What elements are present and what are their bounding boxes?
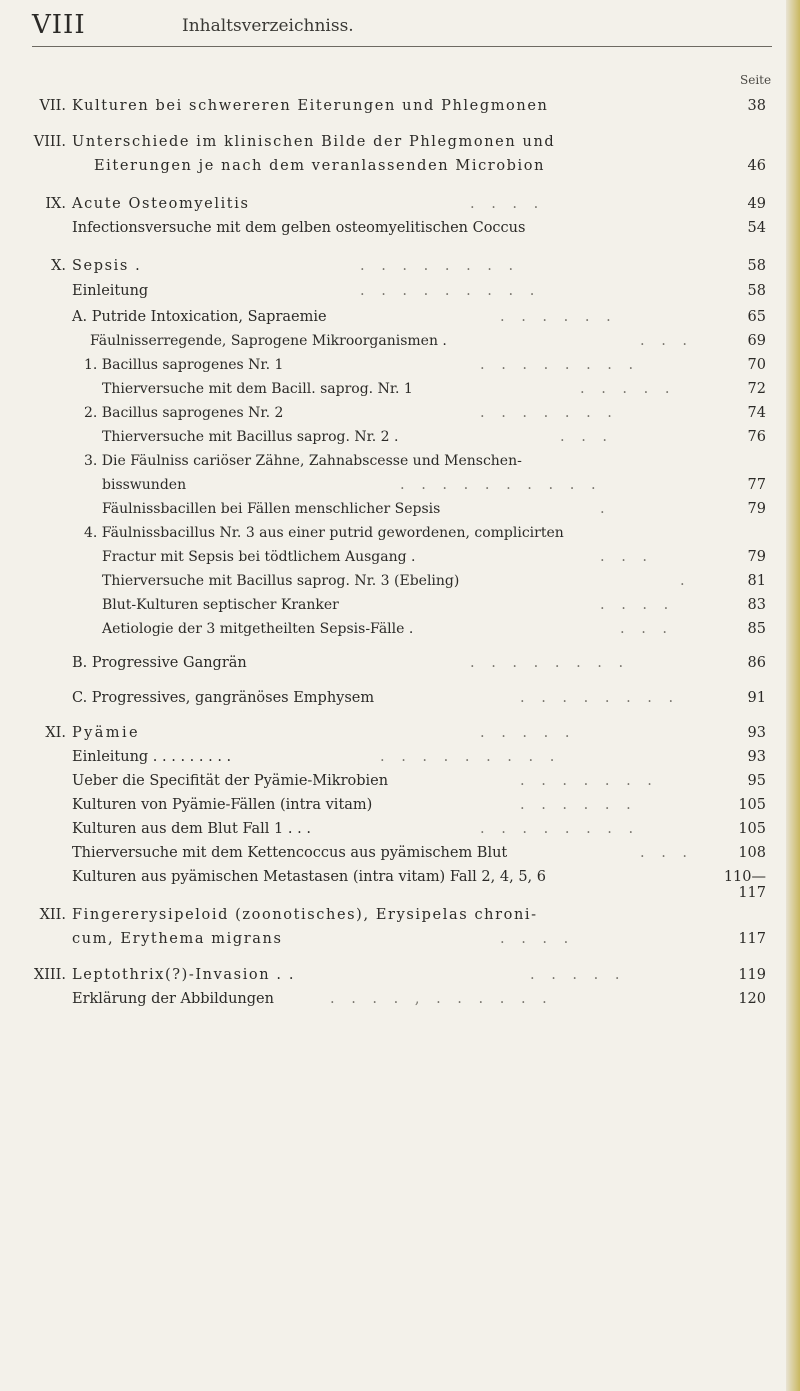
toc-entry	[0, 967, 800, 989]
toc-entry-text: Thierversuche mit Bacillus saprog. Nr. 3 (Ebeling)	[102, 573, 460, 589]
toc-entry	[0, 821, 800, 843]
leader-dots: . . . . . . . .	[480, 357, 640, 373]
toc-entry-page: 86	[747, 655, 766, 671]
toc-entry-page: 65	[747, 309, 766, 325]
toc-entry	[0, 991, 800, 1013]
page-header	[32, 10, 772, 50]
leader-dots: . . . . . .	[500, 309, 617, 325]
leader-dots: . . . . . . . . .	[380, 749, 561, 765]
toc-entry	[0, 333, 800, 355]
toc-entry-text: Ueber die Specifität der Pyämie-Mikrobien	[72, 773, 389, 789]
toc-entry-text: A. Putride Intoxication, Sapraemie	[72, 309, 327, 325]
toc-entry-text: Erklärung der Abbildungen	[72, 991, 274, 1007]
toc-entry	[0, 501, 800, 523]
toc-entry	[0, 429, 800, 451]
leader-dots: . . . . . . .	[520, 773, 658, 789]
leader-dots: . . .	[640, 845, 694, 861]
toc-entry-text: Kulturen aus dem Blut Fall 1 . . .	[72, 821, 311, 837]
toc-entry	[0, 621, 800, 643]
toc-entry-page: 54	[747, 220, 766, 236]
toc-entry-page: 119	[738, 967, 766, 983]
toc-entry-text: Einleitung	[72, 283, 149, 299]
leader-dots: .	[600, 501, 611, 517]
toc-entry-page: 79	[747, 501, 766, 517]
page-number: VIII	[32, 10, 86, 40]
toc-entry-text: Einleitung . . . . . . . . .	[72, 749, 232, 765]
toc-entry-page: 58	[747, 258, 766, 274]
toc-entry	[0, 931, 800, 953]
toc-entry-text: Unterschiede im klinischen Bilde der Phlegmonen und	[72, 134, 556, 150]
toc-entry-text: Fäulnissbacillen bei Fällen menschlicher Sepsis	[102, 501, 441, 517]
leader-dots: . . . . . . . . . .	[400, 477, 602, 493]
toc-entry-page: 108	[738, 845, 766, 861]
toc-entry	[0, 405, 800, 427]
toc-entry-text: Leptothrix(?)-Invasion . .	[72, 967, 296, 983]
toc-entry-number: VIII.	[33, 134, 66, 150]
running-title: Inhaltsverzeichniss.	[182, 16, 354, 36]
toc-entry	[0, 158, 800, 180]
leader-dots: . . .	[640, 333, 694, 349]
toc-entry-page: 79	[747, 549, 766, 565]
toc-entry-text: B. Progressive Gangrän	[72, 655, 247, 671]
toc-entry	[0, 525, 800, 547]
toc-entry	[0, 797, 800, 819]
toc-entry-page: 91	[747, 690, 766, 706]
toc-entry-text: Eiterungen je nach dem veranlassenden Microbion	[94, 158, 546, 174]
toc-entry	[0, 845, 800, 867]
toc-entry-page: 117	[738, 931, 766, 947]
leader-dots: . . .	[600, 549, 654, 565]
toc-entry	[0, 773, 800, 795]
toc-entry-page: 58	[747, 283, 766, 299]
toc-entry-page: 77	[747, 477, 766, 493]
leader-dots: . . . . . .	[520, 797, 637, 813]
toc-entry-text: Acute Osteomyelitis	[72, 196, 250, 212]
toc-entry	[0, 690, 800, 712]
leader-dots: . . . . , . . . . . .	[330, 991, 553, 1007]
leader-dots: . . . .	[500, 931, 575, 947]
toc-entry-page: 120	[738, 991, 766, 1007]
toc-entry	[0, 549, 800, 571]
leader-dots: . . . . . . .	[480, 405, 618, 421]
toc-entry	[0, 453, 800, 475]
toc-entry-page: 70	[747, 357, 766, 373]
toc-entry-page: 93	[747, 749, 766, 765]
toc-entry-number: VII.	[39, 98, 66, 114]
toc-entry	[0, 869, 800, 901]
toc-entry-text: C. Progressives, gangränöses Emphysem	[72, 690, 375, 706]
toc-entry-number: XI.	[45, 725, 66, 741]
leader-dots: . . . . .	[480, 725, 576, 741]
toc-entry-page: 93	[747, 725, 766, 741]
header-rule	[32, 46, 772, 47]
toc-entry	[0, 477, 800, 499]
toc-entry-text: Fingererysipeloid (zoonotisches), Erysipelas chroni-	[72, 907, 538, 923]
leader-dots: . . . . . . . .	[360, 258, 520, 274]
toc-entry-text: 3. Die Fäulniss cariöser Zähne, Zahnabscesse und Menschen-	[84, 453, 522, 469]
toc-entry-text: Aetiologie der 3 mitgetheilten Sepsis-Fälle .	[102, 621, 414, 637]
toc-entry-text: Kulturen aus pyämischen Metastasen (intra vitam) Fall 2, 4, 5, 6	[72, 869, 546, 885]
toc-entry-text: Fäulnisserregende, Saprogene Mikroorganismen .	[90, 333, 447, 349]
toc-entry	[0, 597, 800, 619]
leader-dots: .	[680, 573, 691, 589]
toc-entry-text: Fractur mit Sepsis bei tödtlichem Ausgang .	[102, 549, 416, 565]
toc-entry-page: 85	[747, 621, 766, 637]
toc-entry-text: cum, Erythema migrans	[72, 931, 283, 947]
toc-entry-page: 105	[738, 821, 766, 837]
toc-entry	[0, 309, 800, 331]
toc-entry-text: 1. Bacillus saprogenes Nr. 1	[84, 357, 284, 373]
toc-entry	[0, 907, 800, 929]
toc-entry-page: 72	[747, 381, 766, 397]
toc-entry	[0, 573, 800, 595]
toc-entry-page: 83	[747, 597, 766, 613]
toc-entry-page: 69	[747, 333, 766, 349]
toc-entry-text: Thierversuche mit Bacillus saprog. Nr. 2 .	[102, 429, 399, 445]
toc-entry	[0, 381, 800, 403]
leader-dots: . . . .	[470, 196, 545, 212]
toc-entry-text: Pyämie	[72, 725, 140, 741]
leader-dots: . . . . .	[530, 967, 626, 983]
toc-entry-page: 105	[738, 797, 766, 813]
toc-entry-text: Thierversuche mit dem Bacill. saprog. Nr. 1	[102, 381, 413, 397]
leader-dots: . . . . . . . . .	[360, 283, 541, 299]
toc-entry	[0, 220, 800, 242]
toc-entry-page: 76	[747, 429, 766, 445]
toc-entry	[0, 283, 800, 305]
toc-entry	[0, 725, 800, 747]
toc-entry-text: Thierversuche mit dem Kettencoccus aus pyämischem Blut	[72, 845, 508, 861]
toc-entry	[0, 749, 800, 771]
toc-entry	[0, 98, 800, 120]
leader-dots: . . . . .	[580, 381, 676, 397]
leader-dots: . . . . . . . .	[470, 655, 630, 671]
toc-entry-page: 110—117	[723, 869, 766, 901]
toc-entry-number: IX.	[45, 196, 66, 212]
toc-entry-number: XIII.	[33, 967, 66, 983]
leader-dots: . . .	[560, 429, 614, 445]
toc-entry	[0, 655, 800, 677]
toc-entry-page: 81	[747, 573, 766, 589]
leader-dots: . . . . . . . .	[480, 821, 640, 837]
toc-entry	[0, 196, 800, 218]
toc-entry-text: Kulturen bei schwereren Eiterungen und Phlegmonen	[72, 98, 549, 114]
toc-entry-text: bisswunden	[102, 477, 187, 493]
column-label-seite: Seite	[740, 73, 772, 87]
toc-entry-page: 46	[747, 158, 766, 174]
toc-entry	[0, 134, 800, 156]
toc-entry-text: Infectionsversuche mit dem gelben osteomyelitischen Coccus	[72, 220, 526, 236]
toc-entry-text: 4. Fäulnissbacillus Nr. 3 aus einer putrid gewordenen, complicirten	[84, 525, 564, 541]
toc-entry-text: 2. Bacillus saprogenes Nr. 2	[84, 405, 284, 421]
toc-entry	[0, 357, 800, 379]
toc-entry-number: X.	[51, 258, 66, 274]
leader-dots: . . . . . . . .	[520, 690, 680, 706]
toc-entry-text: Kulturen von Pyämie-Fällen (intra vitam)	[72, 797, 373, 813]
toc-entry-page: 49	[747, 196, 766, 212]
toc-entry-page: 38	[747, 98, 766, 114]
toc-entry-text: Sepsis .	[72, 258, 142, 274]
leader-dots: . . .	[620, 621, 674, 637]
toc-entry	[0, 258, 800, 280]
toc-entry-page: 95	[747, 773, 766, 789]
leader-dots: . . . .	[600, 597, 675, 613]
toc-entry-number: XII.	[39, 907, 66, 923]
toc-entry-text: Blut-Kulturen septischer Kranker	[102, 597, 339, 613]
toc-entry-page: 74	[747, 405, 766, 421]
